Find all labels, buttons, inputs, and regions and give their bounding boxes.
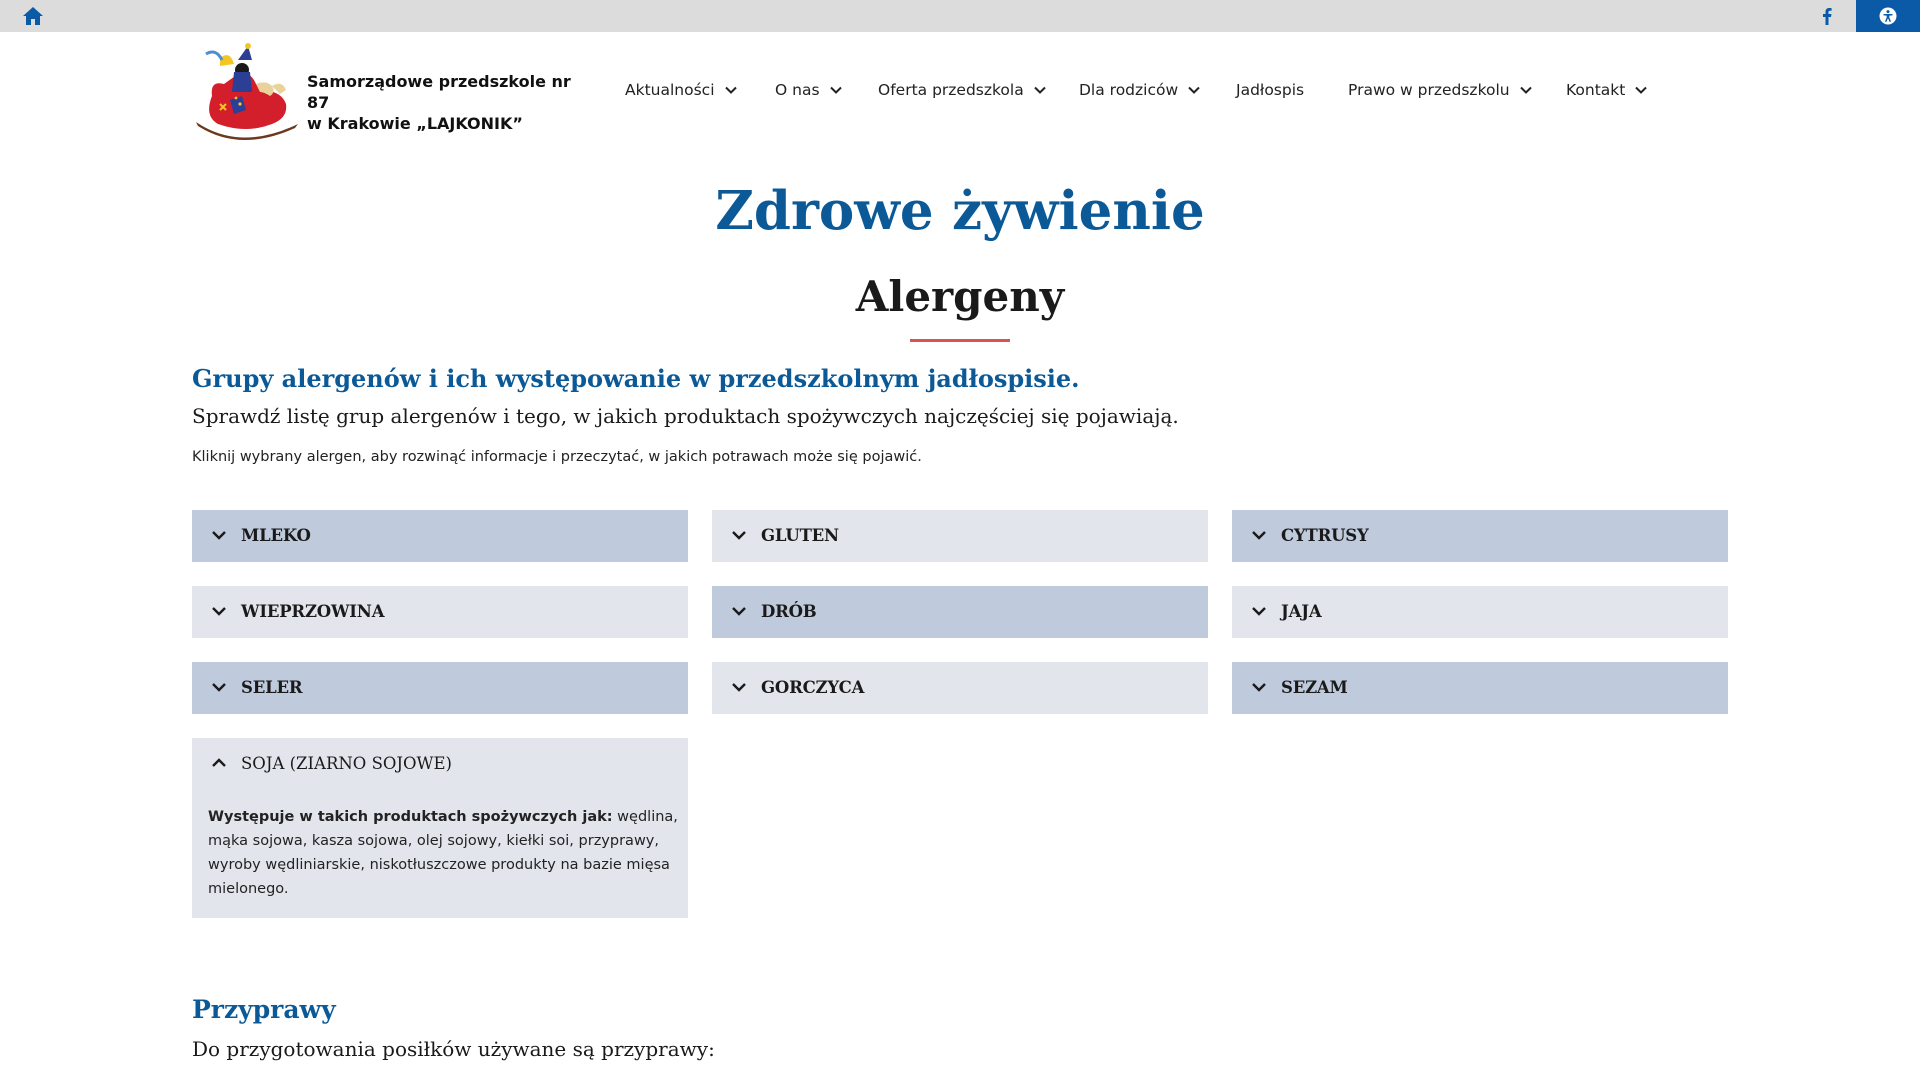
section-title: Alergeny [855,272,1065,321]
allergen-label: CYTRUSY [1281,526,1369,545]
allergen-tile-soja-expanded [192,738,688,918]
nav-item-label: Oferta przedszkola [878,81,1024,99]
allergen-label: DRÓB [761,602,817,621]
allergen-label: SOJA (ZIARNO SOJOWE) [241,754,452,773]
allergen-label: MLEKO [241,526,311,545]
allergen-tile-gorczyca[interactable] [712,662,1208,714]
site-logo[interactable] [190,40,302,145]
nav-item-label: Kontakt [1566,81,1626,99]
allergen-lead-text: Sprawdź listę grup alergenów i tego, w jakich produktach spożywczych najczęściej się pojawiają. [192,404,1179,428]
top-utility-bar [0,0,1920,32]
allergen-tile-mleko[interactable] [192,510,688,562]
brand-name[interactable] [307,71,597,134]
chevron-down-icon [1634,83,1648,97]
chevron-down-icon [730,602,748,620]
chevron-down-icon [1187,83,1201,97]
home-icon[interactable] [22,6,44,26]
brand-line-1: Samorządowe przedszkole nr 87 [307,72,571,112]
allergen-label: SEZAM [1281,678,1348,697]
spices-lead-text: Do przygotowania posiłków używane są przyprawy: [192,1037,715,1061]
nav-item-label: Dla rodziców [1079,81,1179,99]
allergen-label: SELER [241,678,303,697]
nav-item-dla-rodzicow[interactable] [1079,81,1201,99]
title-underline-divider [910,339,1010,342]
nav-item-aktualnosci[interactable] [625,81,738,99]
chevron-down-icon [1250,678,1268,696]
facebook-icon[interactable] [1816,5,1838,27]
allergen-details-lead: Występuje w takich produktach spożywczych jak: [208,809,613,825]
chevron-down-icon [724,83,738,97]
allergen-label: GORCZYCA [761,678,865,697]
spices-heading: Przyprawy [192,995,336,1024]
nav-item-oferta-przedszkola[interactable] [878,81,1047,99]
nav-item-label: Aktualności [625,81,715,99]
allergen-tile-gluten[interactable] [712,510,1208,562]
chevron-down-icon [210,678,228,696]
accessibility-icon [1879,7,1897,25]
chevron-down-icon [1250,526,1268,544]
allergen-hint-text: Kliknij wybrany alergen, aby rozwinąć informacje i przeczytać, w jakich potrawach może się pojawić. [192,449,922,465]
nav-item-jadlospis[interactable] [1236,81,1304,99]
nav-item-label: O nas [775,81,820,99]
chevron-down-icon [210,602,228,620]
chevron-down-icon [829,83,843,97]
chevron-down-icon [1519,83,1533,97]
chevron-up-icon [210,754,228,772]
allergen-tile-seler[interactable] [192,662,688,714]
chevron-down-icon [730,678,748,696]
chevron-down-icon [210,526,228,544]
allergen-details [208,805,678,901]
nav-item-o-nas[interactable] [775,81,843,99]
brand-line-2: w Krakowie „LAJKONIK” [307,114,523,133]
allergen-tile-cytrusy[interactable] [1232,510,1728,562]
allergen-tile-wieprzowina[interactable] [192,586,688,638]
nav-item-prawo-w-przedszkolu[interactable] [1348,81,1533,99]
allergen-details-text: wędlina, mąka sojowa, kasza sojowa, olej sojowy, kiełki soi, przyprawy, wyroby wędliniarskie, niskotłuszczowe produkty na bazie mięsa mielonego. [208,809,678,897]
allergen-groups-heading: Grupy alergenów i ich występowanie w przedszkolnym jadłospisie. [192,364,1080,393]
allergen-tile-drob[interactable] [712,586,1208,638]
chevron-down-icon [730,526,748,544]
allergen-tile-jaja[interactable] [1232,586,1728,638]
page-title: Zdrowe żywienie [715,180,1205,242]
nav-item-label: Jadłospis [1236,81,1305,99]
nav-item-kontakt[interactable] [1566,81,1648,99]
accessibility-button[interactable] [1856,0,1920,32]
allergen-tile-soja-header[interactable] [192,738,688,790]
chevron-down-icon [1033,83,1047,97]
allergen-label: JAJA [1281,602,1322,621]
allergen-label: WIEPRZOWINA [241,602,385,621]
allergen-label: GLUTEN [761,526,839,545]
allergen-tile-sezam[interactable] [1232,662,1728,714]
chevron-down-icon [1250,602,1268,620]
nav-item-label: Prawo w przedszkolu [1348,81,1510,99]
